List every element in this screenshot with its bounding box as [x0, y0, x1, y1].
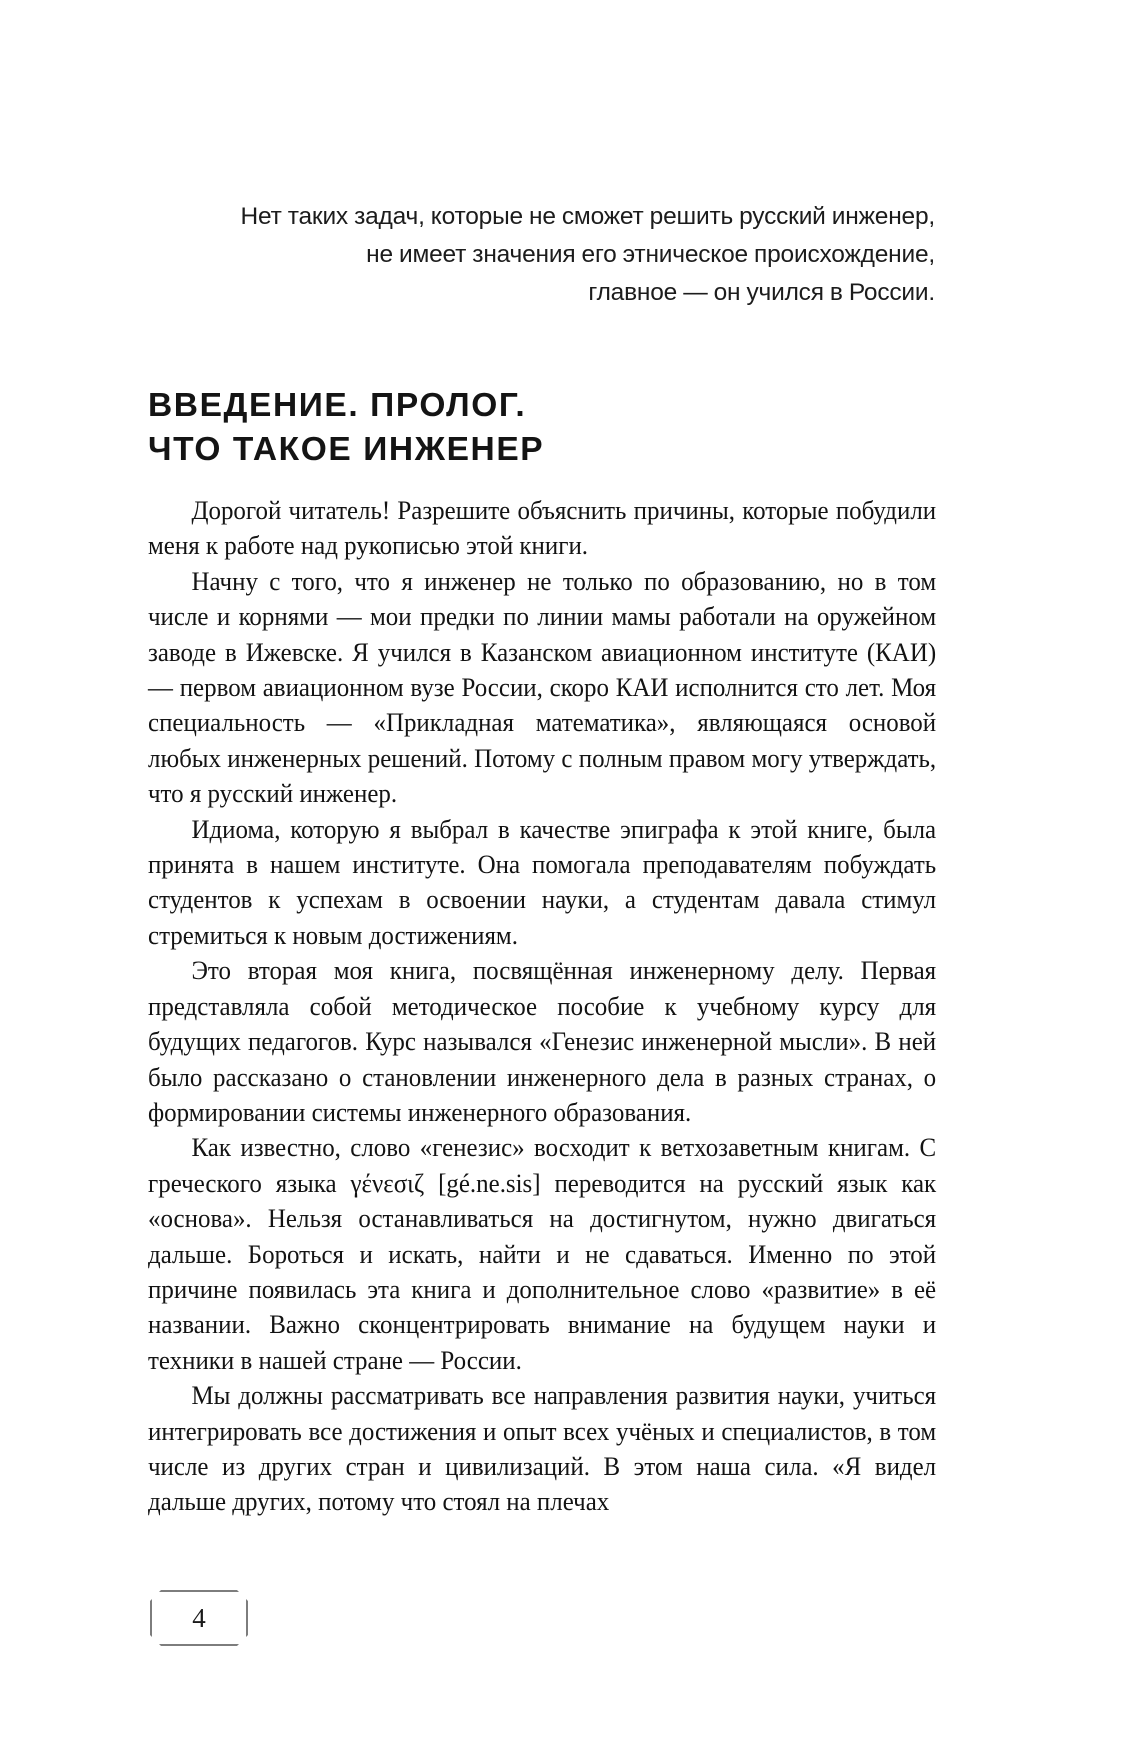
- body-text: [148, 493, 936, 1520]
- body-paragraph: Это вторая моя книга, посвящённая инженерному делу. Первая представляла собой методическое пособие к учебному курсу для будущих педагогов. Курс назывался «Генезис инженерной мысли». В ней было рассказано о становлении инженерного дела в разных странах, о формировании системы инженерного образования.: [148, 955, 937, 1127]
- epigraph-line-3: главное — он учился в России.: [588, 279, 935, 306]
- chapter-title-line-1: ВВЕДЕНИЕ. ПРОЛОГ.: [148, 387, 527, 424]
- epigraph: [150, 198, 935, 312]
- epigraph-line-1: Нет таких задач, которые не сможет решить русский инженер,: [240, 203, 935, 230]
- body-paragraph: Идиома, которую я выбрал в качестве эпиграфа к этой книге, была принята в нашем институте. Она помогала преподавателям побуждать студентов к успехам в освоении науки, а студентам давала стимул стремиться к новым достижениям.: [148, 813, 937, 950]
- page-number: 4: [192, 1602, 206, 1633]
- body-paragraph: Мы должны рассматривать все направления развития науки, учиться интегрировать все достижения и опыт всех учёных и специалистов, в том числе из других стран и цивилизаций. В этом наша сила. «Я видел дальше других, потому что стоял на плечах: [148, 1380, 937, 1517]
- chapter-title-line-2: ЧТО ТАКОЕ ИНЖЕНЕР: [148, 431, 545, 468]
- body-paragraph: Как известно, слово «генезис» восходит к ветхозаветным книгам. С греческого языка γένεσιζ [gé.ne.sis] переводится на русский язык как «основа». Нельзя останавливаться на достигнутом, нужно двигаться дальше. Бороться и искать, найти и не сдаваться. Именно по этой причине появилась эта книга и дополнительное слово «развитие» в её названии. Важно сконцентрировать внимание на будущем науки и техники в нашей стране — России.: [148, 1132, 937, 1375]
- page-title: [148, 384, 948, 472]
- body-paragraph: Начну с того, что я инженер не только по образованию, но в том числе и корнями — мои предки по линии мамы работали на оружейном заводе в Ижевске. Я учился в Казанском авиационном институте (КАИ) — первом авиационном вузе России, скоро КАИ исполнится сто лет. Моя специальность — «Прикладная математика», являющаяся основой любых инженерных решений. Потому с полным правом могу утверждать, что я русский инженер.: [148, 565, 937, 809]
- body-paragraph: Дорогой читатель! Разрешите объяснить причины, которые побудили меня к работе над рукописью этой книги.: [148, 495, 937, 561]
- epigraph-line-2: не имеет значения его этническое происхождение,: [366, 241, 935, 268]
